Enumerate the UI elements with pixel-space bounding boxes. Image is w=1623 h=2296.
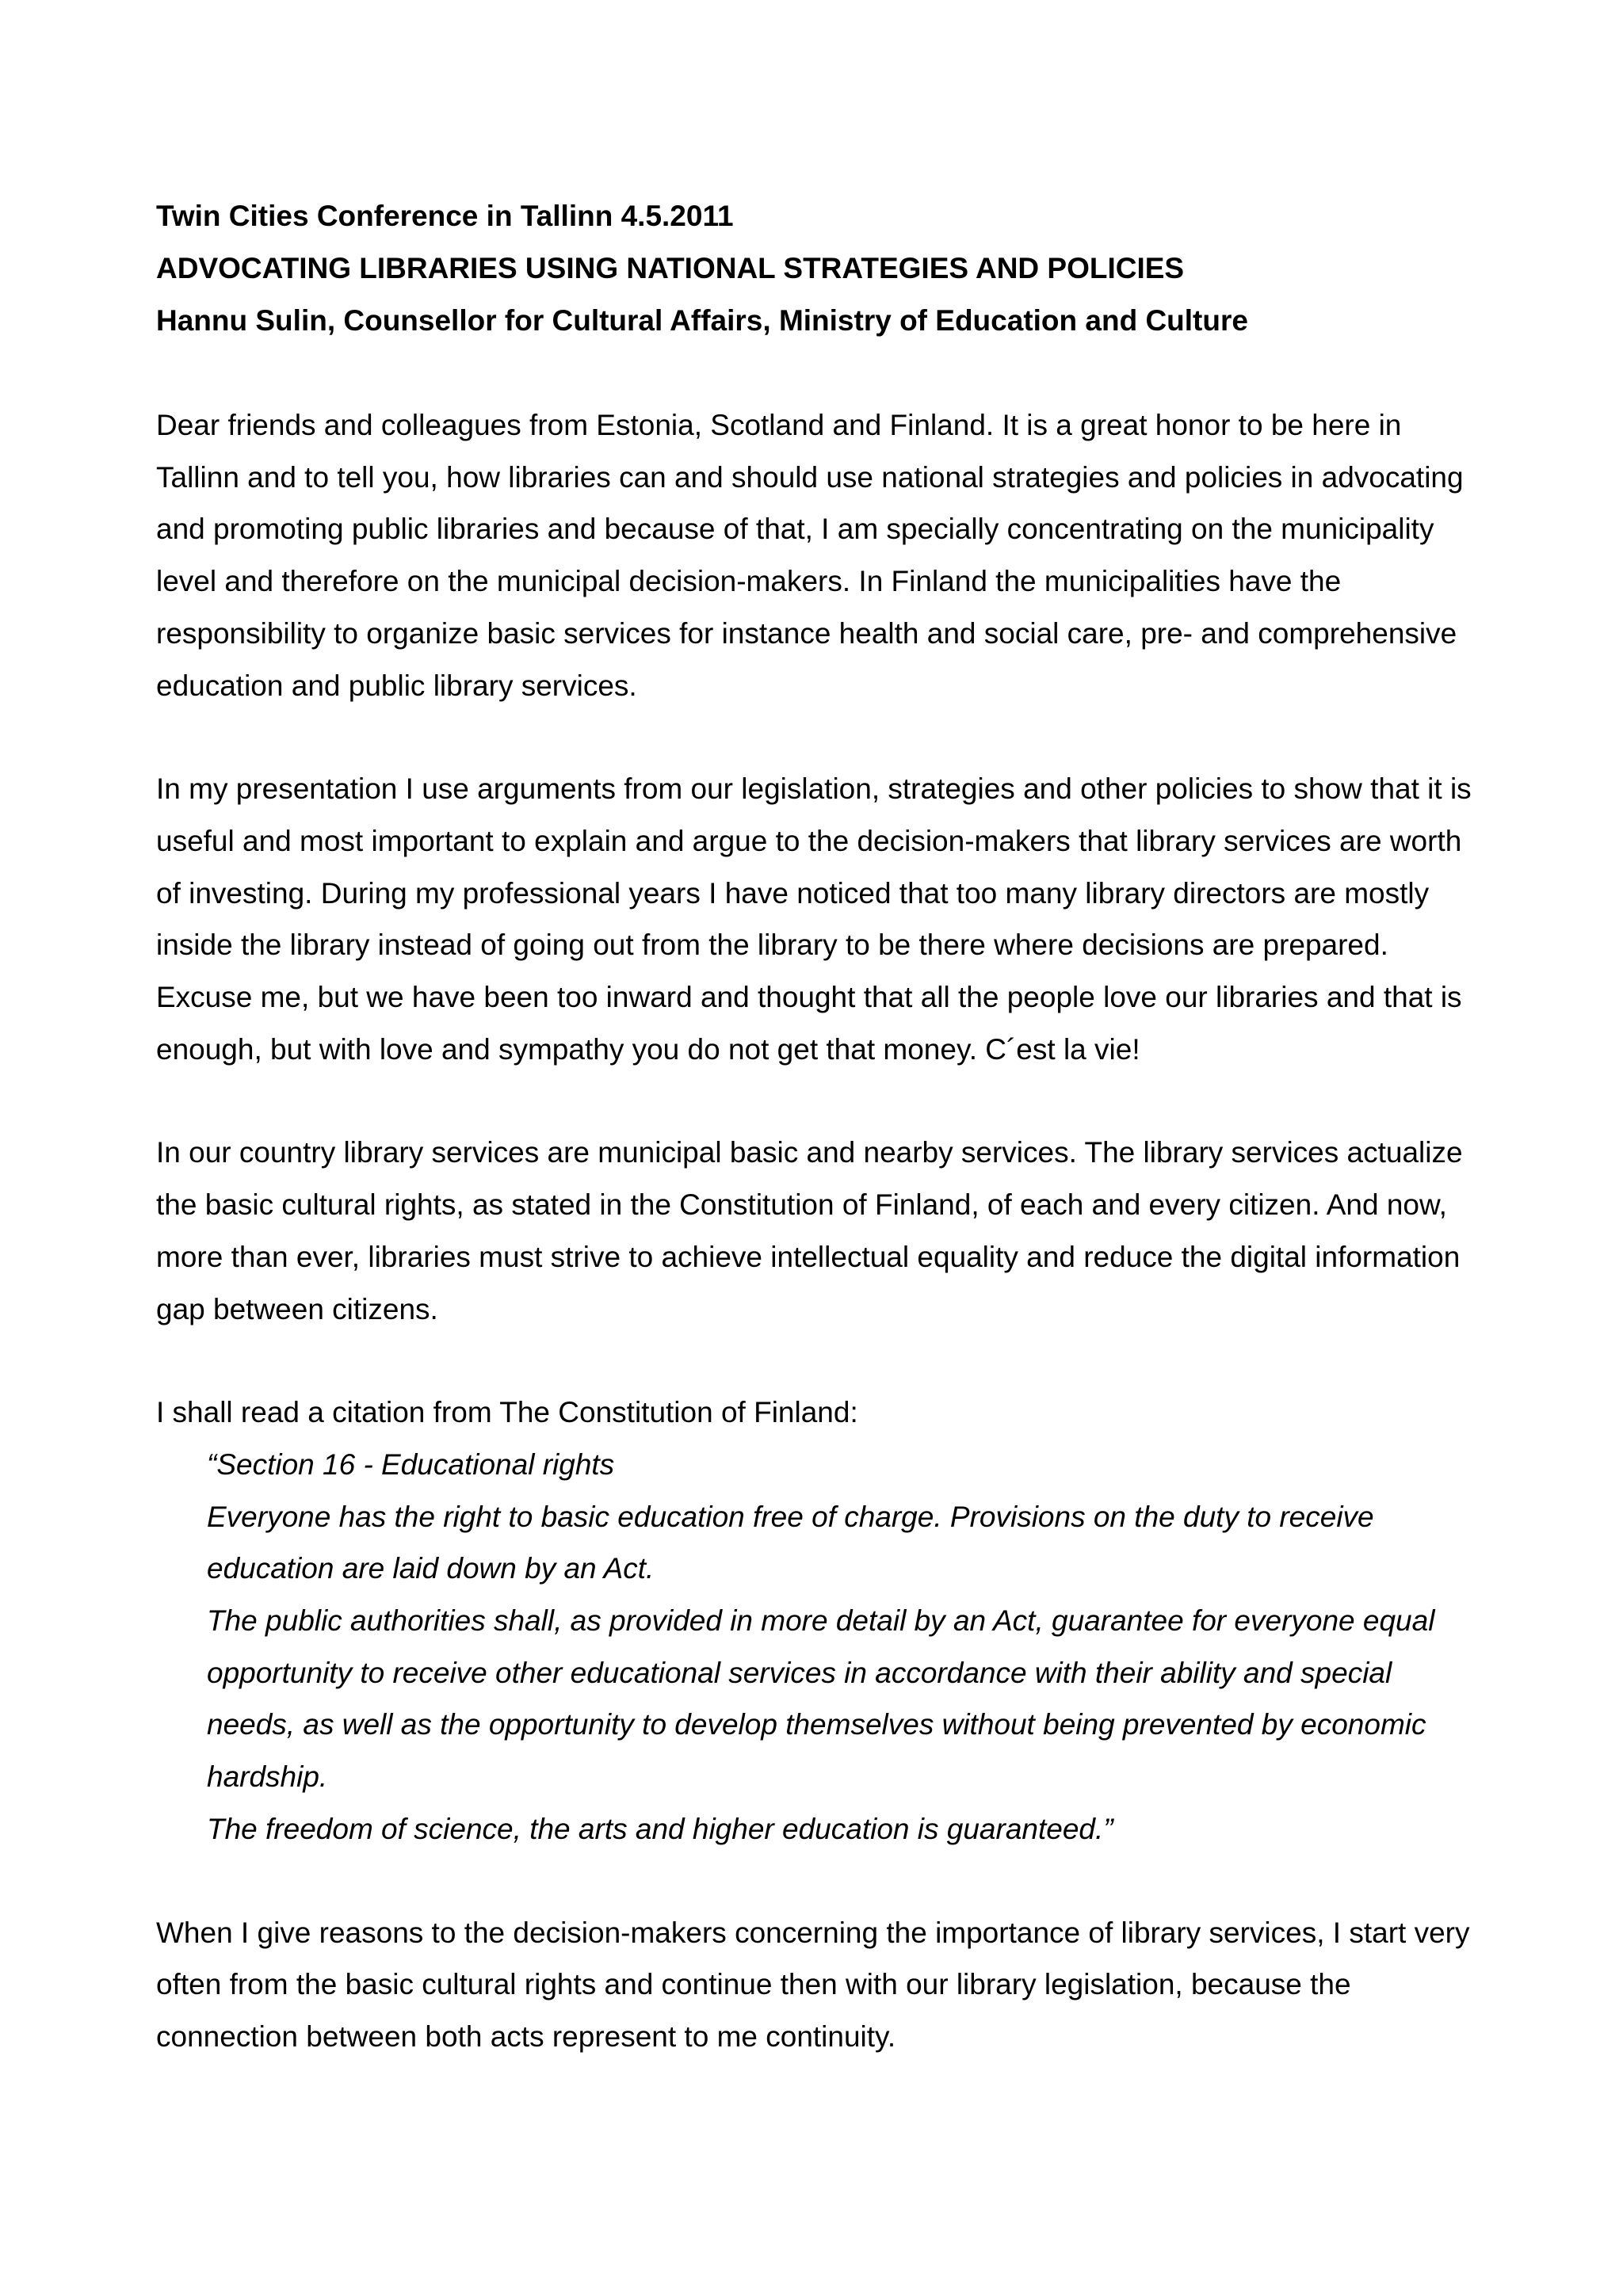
conference-title: Twin Cities Conference in Tallinn 4.5.2011 (156, 200, 734, 232)
document-header (156, 190, 1487, 347)
paragraph-intro: Dear friends and colleagues from Estonia, Scotland and Finland. It is a great honor to be here in Tallinn and to tell you, how libraries can and should use national strategies and policies in advocating and promoting public libraries and because of that, I am specially concentrating on the municipality level and therefore on the municipal decision-makers. In Finland the municipalities have the responsibility to organize basic services for instance health and social care, pre- and comprehensive education and public library services. (156, 409, 1464, 702)
document-page (156, 190, 1487, 2115)
citation-line: The freedom of science, the arts and higher education is guaranteed.” (207, 1812, 1113, 1845)
paragraph-services: In our country library services are municipal basic and nearby services. The library services actualize the basic cultural rights, as stated in the Constitution of Finland, of each and every citizen. And now, more than ever, libraries must strive to achieve intellectual equality and reduce the digital information gap between citizens. (156, 1136, 1463, 1325)
citation-line: The public authorities shall, as provided in more detail by an Act, guarantee for everyone equal opportunity to receive other educational services in accordance with their ability and special needs, as well as the opportunity to develop themselves without being prevented by economic hardship. (207, 1604, 1435, 1794)
citation-block (156, 1386, 1487, 1855)
presentation-title: ADVOCATING LIBRARIES USING NATIONAL STRATEGIES AND POLICIES (156, 252, 1185, 284)
author-line: Hannu Sulin, Counsellor for Cultural Affairs, Ministry of Education and Culture (156, 304, 1248, 337)
paragraph-arguments: In my presentation I use arguments from our legislation, strategies and other policies to show that it is useful and most important to explain and argue to the decision-makers that library services are worth of investing. During my professional years I have noticed that too many library directors are mostly inside the library instead of going out from the library to be there where decisions are prepared. Excuse me, but we have been too inward and thought that all the people love our libraries and that is enough, but with love and sympathy you do not get that money. C´est la vie! (156, 772, 1472, 1066)
paragraph-closing: When I give reasons to the decision-makers concerning the importance of library services, I start very often from the basic cultural rights and continue then with our library legislation, because the connection between both acts represent to me continuity. (156, 1916, 1470, 2053)
citation-line: “Section 16 - Educational rights (207, 1447, 615, 1481)
citation-line: Everyone has the right to basic education free of charge. Provisions on the duty to receive education are laid down by an Act. (207, 1500, 1374, 1585)
citation-intro: I shall read a citation from The Constitution of Finland: (156, 1396, 858, 1429)
